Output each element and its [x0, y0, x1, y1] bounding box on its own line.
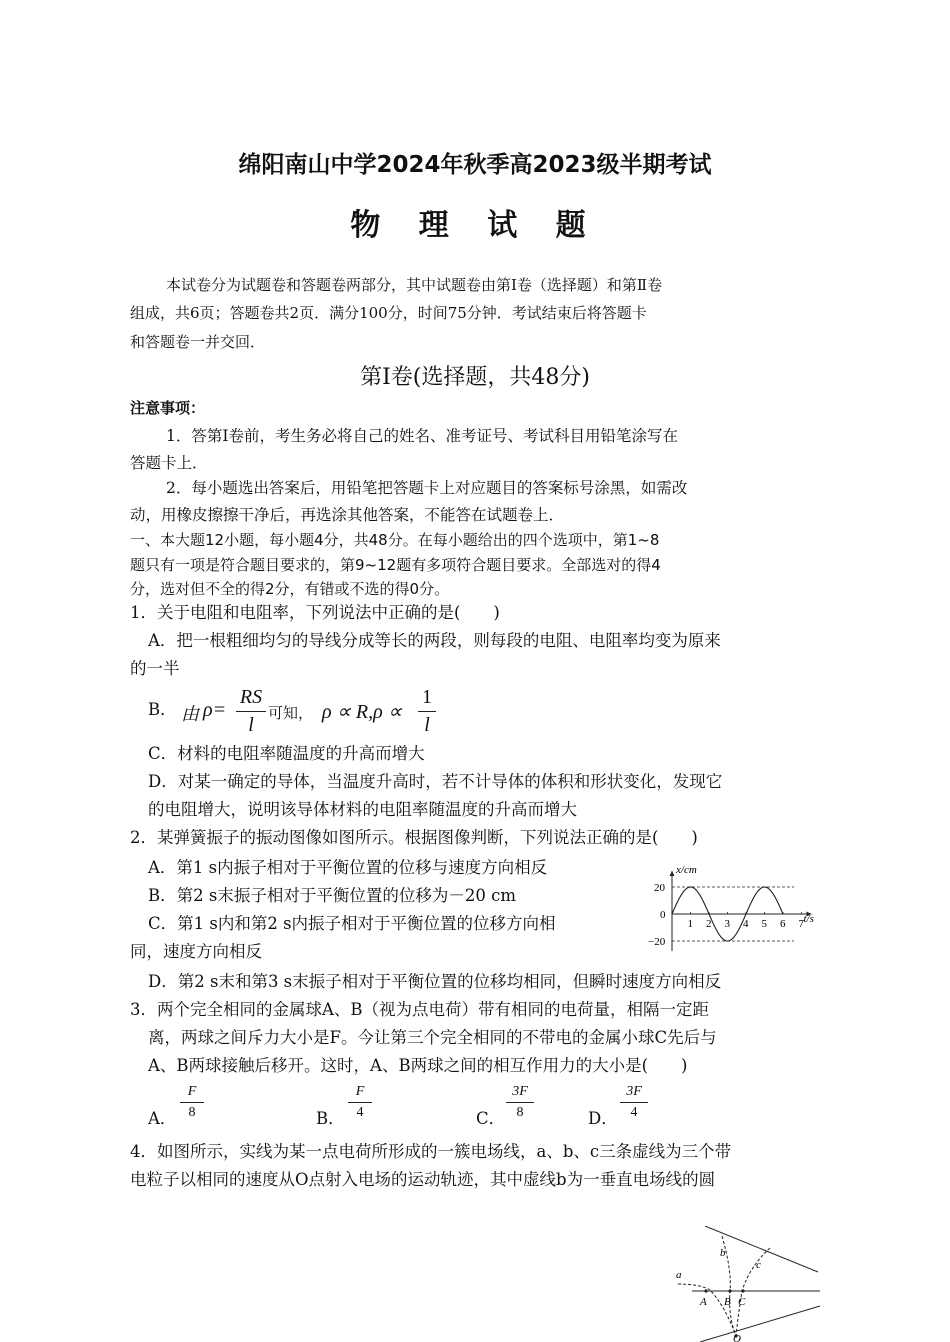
point-B	[728, 1289, 731, 1292]
q3-option-d-label: D．	[588, 1109, 618, 1128]
q1-option-b-denominator: l	[248, 714, 254, 736]
x-tick-label: 7	[798, 918, 804, 930]
q1-option-b-rho-eq: ρ=	[203, 699, 227, 721]
q1-option-b-you: 由	[181, 704, 199, 725]
q2-option-b: B．第2 s末振子相对于平衡位置的位移为－20 cm	[148, 886, 516, 905]
q2-option-c-line-2: 同，速度方向相反	[130, 942, 262, 961]
q3-option-b-fraction	[348, 1084, 372, 1121]
x-tick-label: 4	[743, 918, 749, 930]
label-b: b	[720, 1247, 726, 1259]
q3-option-a-label: A．	[148, 1109, 177, 1128]
x-tick-label: 3	[724, 918, 730, 930]
q1-option-b-proportional: ρ ∝ R,ρ ∝	[322, 701, 402, 723]
part1-heading: 第Ⅰ卷(选择题，共48分)	[360, 365, 590, 390]
q2-option-a: A．第1 s内振子相对于平衡位置的位移与速度方向相反	[148, 858, 548, 877]
q3-option-c-denominator: 8	[516, 1105, 524, 1120]
field-line-bottom	[700, 1306, 820, 1342]
q1-option-b-fraction-2	[418, 686, 436, 737]
q1-option-b-label: B．	[148, 700, 177, 719]
q3-option-b-denominator: 4	[356, 1105, 364, 1120]
notice-1-line-1: 1．答第Ⅰ卷前，考生务必将自己的姓名、准考证号、考试科目用铅笔涂写在	[166, 427, 678, 445]
oscillation-graph	[630, 852, 840, 957]
fraction-bar	[620, 1102, 648, 1103]
q1-option-d-line-2: 的电阻增大，说明该导体材料的电阻率随温度的升高而增大	[148, 800, 577, 819]
q3-line-2: 离，两球之间斥力大小是F。今让第三个完全相同的不带电的金属小球C先后与	[148, 1028, 717, 1047]
q3-option-b-numerator: F	[355, 1084, 365, 1099]
fraction-bar	[418, 711, 436, 712]
q3-option-d-fraction	[620, 1084, 648, 1121]
q3-option-c-fraction	[506, 1084, 534, 1121]
q1-option-c: C．材料的电阻率随温度的升高而增大	[148, 744, 425, 763]
q1-option-a-line-2: 的一半	[130, 659, 180, 678]
q2-option-d: D．第2 s末和第3 s末振子相对于平衡位置的位移均相同，但瞬时速度方向相反	[148, 972, 722, 991]
section1-line-1: 一、本大题12小题，每小题4分，共48分。在每小题给出的四个选项中，第1~8	[130, 531, 660, 549]
label-B: B	[724, 1296, 731, 1308]
q3-option-a-denominator: 8	[188, 1105, 196, 1120]
q2-option-c-line-1: C．第1 s内和第2 s内振子相对于平衡位置的位移方向相	[148, 914, 556, 933]
q1-option-b-kezhi: 可知，	[268, 704, 314, 722]
x-tick-label: 6	[780, 918, 786, 930]
q3-option-a-fraction	[180, 1084, 204, 1121]
x-tick-label: 2	[706, 918, 712, 930]
origin-label: 0	[660, 909, 666, 921]
q3-option-c-numerator: 3F	[512, 1084, 528, 1099]
label-c: c	[756, 1259, 761, 1271]
label-a: a	[676, 1269, 682, 1281]
fraction-bar	[348, 1102, 372, 1103]
subject-title: 物 理 试 题	[350, 208, 600, 243]
fraction-bar	[506, 1102, 534, 1103]
q2-stem: 2．某弹簧振子的振动图像如图所示。根据图像判断，下列说法正确的是( )	[130, 828, 698, 847]
q4-line-1: 4．如图所示，实线为某一点电荷所形成的一簇电场线，a、b、c三条虚线为三个带	[130, 1142, 732, 1161]
x-tick-label: 5	[761, 918, 767, 930]
q1-option-a-line-1: A．把一根粗细均匀的导线分成等长的两段，则每段的电阻、电阻率均变为原来	[148, 631, 721, 650]
notice-2-line-1: 2．每小题选出答案后，用铅笔把答题卡上对应题目的答案标号涂黑，如需改	[166, 479, 688, 497]
electric-field-figure	[670, 1226, 830, 1342]
q4-line-2: 电粒子以相同的速度从O点射入电场的运动轨迹，其中虚线b为一垂直电场线的圆	[130, 1170, 716, 1189]
notice-2-line-2: 动，用橡皮擦擦干净后，再选涂其他答案，不能答在试题卷上．	[130, 506, 565, 524]
exam-title: 绵阳南山中学2024年秋季高2023级半期考试	[238, 152, 712, 178]
notice-1-line-2: 答题卡上．	[130, 454, 208, 472]
q1-option-b-fraction	[236, 686, 266, 737]
y-axis-arrow	[670, 871, 675, 876]
point-C	[741, 1289, 744, 1292]
q3-option-d-denominator: 4	[630, 1105, 638, 1120]
label-A: A	[700, 1296, 707, 1308]
y-tick-label: 20	[654, 882, 665, 894]
intro-line-2: 组成，共6页；答题卷共2页．满分100分，时间75分钟．考试结束后将答题卡	[130, 304, 647, 322]
fraction-bar	[180, 1102, 204, 1103]
intro-line-3: 和答题卷一并交回．	[130, 333, 266, 351]
x-tick-label: 1	[687, 918, 693, 930]
section1-line-3: 分，选对但不全的得2分，有错或不选的得0分。	[130, 580, 450, 598]
q3-option-a-numerator: F	[187, 1084, 197, 1099]
section1-line-2: 题只有一项是符合题目要求的，第9~12题有多项符合题目要求。全部选对的得4	[130, 556, 661, 574]
q3-option-b-label: B．	[316, 1109, 345, 1128]
q3-option-d-numerator: 3F	[626, 1084, 642, 1099]
label-O: O	[733, 1333, 741, 1342]
fraction-bar	[236, 711, 266, 712]
q1-option-b-denominator-2: l	[424, 714, 430, 736]
q1-option-b-numerator: RS	[239, 686, 263, 708]
x-axis-label: t/s	[803, 913, 814, 925]
y-axis-label: x/cm	[676, 864, 697, 876]
q3-line-1: 3．两个完全相同的金属球A、B（视为点电荷）带有相同的电荷量，相隔一定距	[130, 1000, 710, 1019]
label-C: C	[738, 1296, 746, 1308]
point-A	[704, 1289, 707, 1292]
y-tick-label: −20	[648, 936, 666, 948]
q1-option-b	[148, 700, 177, 744]
intro-line-1: 本试卷分为试题卷和答题卷两部分，其中试题卷由第Ⅰ卷（选择题）和第Ⅱ卷	[166, 276, 663, 294]
q1-option-b-numerator-2: 1	[422, 686, 432, 708]
q3-line-3: A、B两球接触后移开。这时，A、B两球之间的相互作用力的大小是( )	[148, 1056, 688, 1075]
q1-option-d-line-1: D．对某一确定的导体，当温度升高时，若不计导体的体积和形状变化，发现它	[148, 772, 723, 791]
q1-stem: 1．关于电阻和电阻率，下列说法中正确的是( )	[130, 603, 500, 622]
q3-option-c-label: C．	[476, 1109, 506, 1128]
notice-label: 注意事项：	[130, 399, 206, 417]
